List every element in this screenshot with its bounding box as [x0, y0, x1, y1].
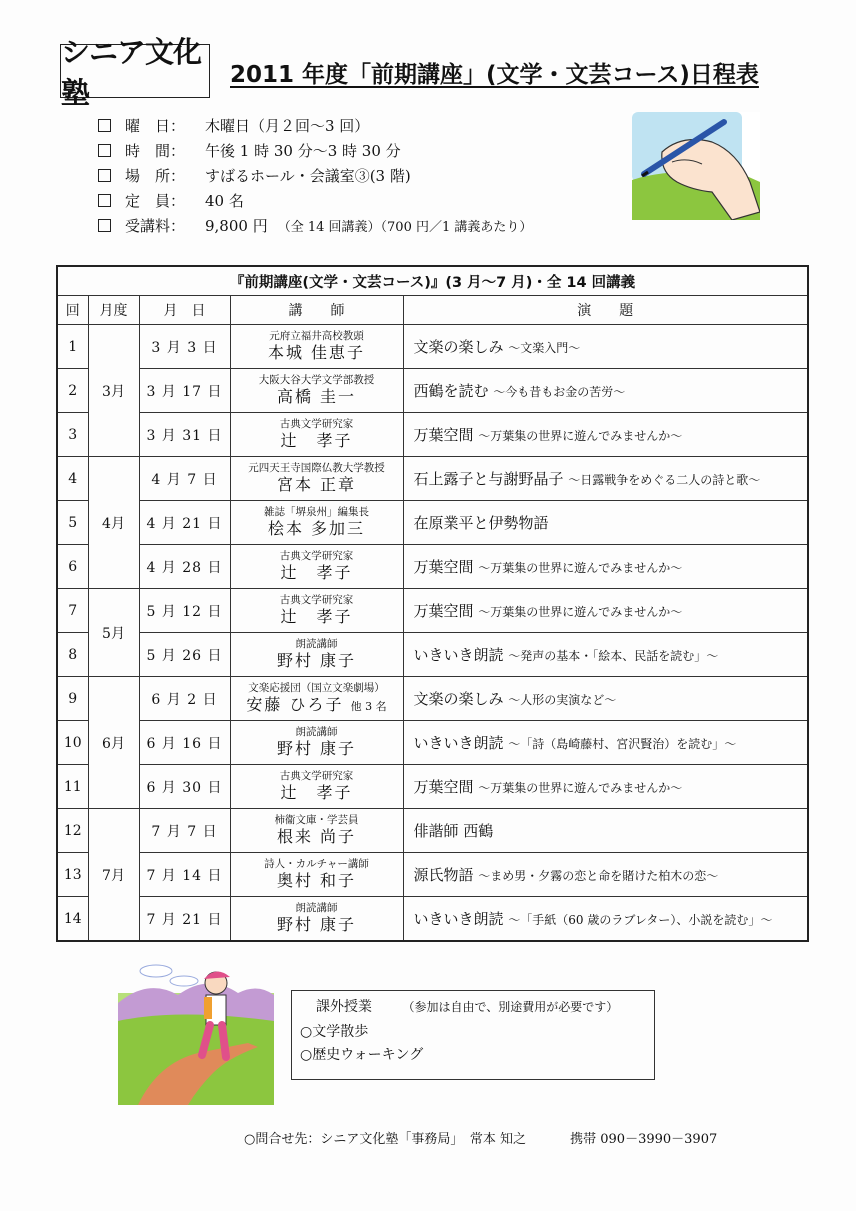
lecturer-affiliation: 大阪大谷大学文学部教授 — [258, 373, 375, 386]
lecturer-name-line — [231, 872, 403, 890]
header-no: 回 — [57, 296, 88, 325]
lecturer-name-line — [231, 608, 403, 626]
lecturer-affiliation: 朗読講師 — [295, 725, 338, 738]
cell-lecturer — [230, 853, 403, 897]
info-value: 木曜日（月２回～3 回） — [205, 117, 370, 135]
cell-date: 7 月 7 日 — [139, 809, 230, 853]
lecturer-name: 野村 康子 — [276, 651, 357, 671]
topic-title: 石上露子と与謝野晶子 — [413, 470, 564, 488]
cell-no: 12 — [57, 809, 88, 853]
lecturer-name-line — [231, 740, 403, 758]
topic-title: 西鶴を読む — [413, 382, 489, 400]
table-row — [57, 897, 808, 942]
lecturer-name: 野村 康子 — [276, 915, 357, 935]
cell-topic — [403, 721, 808, 765]
info-row-day — [98, 113, 532, 138]
info-row-place — [98, 163, 532, 188]
table-body — [57, 325, 808, 942]
checkbox-icon — [98, 194, 111, 207]
info-label: 曜 日： — [125, 117, 186, 135]
lecturer-name: 安藤 ひろ子 — [246, 695, 344, 715]
cell-month: 5月 — [88, 589, 139, 677]
table-row — [57, 325, 808, 369]
cell-no: 1 — [57, 325, 88, 369]
lecturer-affiliation: 古典文学研究家 — [279, 593, 354, 606]
cell-date: 5 月 12 日 — [139, 589, 230, 633]
walking-person-illustration — [118, 963, 274, 1105]
cell-lecturer — [230, 809, 403, 853]
cell-date: 3 月 17 日 — [139, 369, 230, 413]
cell-date: 3 月 3 日 — [139, 325, 230, 369]
extracurricular-item: ○歴史ウォーキング — [300, 1047, 424, 1063]
topic-title: いきいき朗読 — [413, 910, 504, 928]
topic-subtitle: ～まめ男・夕霧の恋と命を賭けた柏木の恋～ — [478, 869, 719, 883]
extracurricular-box — [291, 990, 655, 1080]
lecturer-name: 桧本 多加三 — [267, 519, 366, 539]
info-value: すばるホール・会議室③(3 階) — [205, 167, 411, 185]
cell-month: 6月 — [88, 677, 139, 809]
cell-lecturer — [230, 589, 403, 633]
info-row-time — [98, 138, 532, 163]
contact-text: ○問合せ先：シニア文化塾「事務局」 常本 知之 — [244, 1132, 526, 1147]
schedule-table — [56, 265, 809, 942]
checkbox-icon — [98, 219, 111, 232]
info-value: 午後 1 時 30 分～3 時 30 分 — [205, 142, 401, 160]
lecturer-name-line — [231, 828, 403, 846]
cell-no: 5 — [57, 501, 88, 545]
cell-month: 7月 — [88, 809, 139, 942]
topic-subtitle: ～万葉集の世界に遊んでみませんか～ — [478, 561, 683, 575]
contact-footer — [244, 1128, 717, 1147]
lecturer-name-line — [231, 564, 403, 582]
cell-date: 5 月 26 日 — [139, 633, 230, 677]
lecturer-name-line — [231, 344, 403, 362]
cell-no: 6 — [57, 545, 88, 589]
lecturer-name: 高橋 圭一 — [276, 387, 357, 407]
cell-topic — [403, 413, 808, 457]
info-label: 場 所： — [125, 167, 186, 185]
info-value: 40 名 — [205, 192, 244, 210]
cell-lecturer — [230, 413, 403, 457]
topic-title: いきいき朗読 — [413, 646, 504, 664]
cell-no: 14 — [57, 897, 88, 942]
topic-title: いきいき朗読 — [413, 734, 504, 752]
cell-date: 3 月 31 日 — [139, 413, 230, 457]
cell-no: 8 — [57, 633, 88, 677]
lecturer-name: 辻 孝子 — [280, 783, 353, 803]
table-row — [57, 765, 808, 809]
topic-title: 俳諧師 西鶴 — [413, 822, 494, 840]
topic-subtitle: ～日露戦争をめぐる二人の詩と歌～ — [568, 473, 761, 487]
cell-topic — [403, 457, 808, 501]
cell-date: 4 月 7 日 — [139, 457, 230, 501]
topic-title: 万葉空間 — [413, 426, 474, 444]
checkbox-icon — [98, 144, 111, 157]
cell-topic — [403, 369, 808, 413]
cell-topic — [403, 677, 808, 721]
cell-topic — [403, 633, 808, 677]
lecturer-affiliation: 古典文学研究家 — [279, 417, 354, 430]
cell-topic — [403, 545, 808, 589]
cell-no: 10 — [57, 721, 88, 765]
cell-date: 7 月 14 日 — [139, 853, 230, 897]
lecturer-extra: 他 3 名 — [350, 700, 387, 714]
lecturer-name-line — [231, 784, 403, 802]
topic-subtitle: ～「詩（島崎藤村、宮沢賢治）を読む」～ — [508, 737, 737, 751]
cell-no: 4 — [57, 457, 88, 501]
cell-lecturer — [230, 545, 403, 589]
topic-title: 文楽の楽しみ — [413, 338, 504, 356]
topic-title: 在原業平と伊勢物語 — [413, 514, 549, 532]
info-note: （全 14 回講義）（700 円／1 講義あたり） — [277, 220, 533, 235]
lecturer-affiliation: 文楽応援団（国立文楽劇場） — [248, 681, 385, 694]
cell-date: 4 月 28 日 — [139, 545, 230, 589]
lecturer-name: 野村 康子 — [276, 739, 357, 759]
logo-box: シニア文化塾 — [60, 44, 210, 98]
cell-lecturer — [230, 501, 403, 545]
topic-title: 万葉空間 — [413, 602, 474, 620]
cell-no: 2 — [57, 369, 88, 413]
lecturer-name-line — [231, 520, 403, 538]
lecturer-affiliation: 朗読講師 — [295, 637, 338, 650]
checkbox-icon — [98, 169, 111, 182]
lecturer-name-line — [231, 916, 403, 934]
cell-month: 4月 — [88, 457, 139, 589]
contact-phone: 携帯 090－3990－3907 — [570, 1132, 718, 1147]
header-topic: 演 題 — [403, 296, 808, 325]
lecturer-name-line — [231, 696, 403, 714]
cell-month: 3月 — [88, 325, 139, 457]
topic-title: 万葉空間 — [413, 778, 474, 796]
table-row — [57, 633, 808, 677]
cell-topic — [403, 589, 808, 633]
cell-no: 11 — [57, 765, 88, 809]
checkbox-icon — [98, 119, 111, 132]
cell-topic — [403, 501, 808, 545]
lecturer-name: 奥村 和子 — [276, 871, 357, 891]
topic-subtitle: ～万葉集の世界に遊んでみませんか～ — [478, 429, 683, 443]
lecturer-affiliation: 柿衞文庫・学芸員 — [274, 813, 359, 826]
table-row — [57, 721, 808, 765]
cell-no: 9 — [57, 677, 88, 721]
extracurricular-heading — [316, 996, 618, 1016]
cell-lecturer — [230, 897, 403, 942]
cell-topic — [403, 809, 808, 853]
cell-lecturer — [230, 325, 403, 369]
topic-subtitle: ～「手紙（60 歳のラブレター）、小説を読む」～ — [508, 913, 773, 927]
hand-writing-illustration — [632, 112, 760, 220]
table-row — [57, 809, 808, 853]
topic-title: 文楽の楽しみ — [413, 690, 504, 708]
table-caption: 『前期講座(文学・文芸コース)』(3 月～7 月)・全 14 回講義 — [57, 266, 808, 296]
lecturer-name-line — [231, 652, 403, 670]
lecturer-name-line — [231, 476, 403, 494]
cell-topic — [403, 765, 808, 809]
topic-title: 源氏物語 — [413, 866, 474, 884]
lecturer-name: 本城 佳恵子 — [267, 343, 366, 363]
lecturer-affiliation: 雑誌「堺泉州」編集長 — [264, 505, 369, 518]
lecturer-affiliation: 古典文学研究家 — [279, 769, 354, 782]
cell-topic — [403, 853, 808, 897]
info-label: 受講料： — [125, 217, 186, 235]
info-row-fee — [98, 213, 532, 238]
lecturer-name-line — [231, 388, 403, 406]
cell-no: 13 — [57, 853, 88, 897]
lecturer-affiliation: 元府立福井高校教頭 — [269, 329, 364, 342]
cell-date: 7 月 21 日 — [139, 897, 230, 942]
lecturer-name-line — [231, 432, 403, 450]
extracurricular-title: 課外授業 — [316, 999, 372, 1015]
cell-lecturer — [230, 457, 403, 501]
lecturer-name: 辻 孝子 — [280, 607, 353, 627]
topic-subtitle: ～文楽入門～ — [508, 341, 581, 355]
table-row — [57, 853, 808, 897]
extracurricular-note: （参加は自由で、別途費用が必要です） — [402, 1000, 619, 1014]
cell-lecturer — [230, 369, 403, 413]
cell-lecturer — [230, 721, 403, 765]
table-header — [57, 296, 808, 325]
lecturer-affiliation: 元四天王寺国際仏教大学教授 — [248, 461, 385, 474]
table-row — [57, 501, 808, 545]
info-row-capacity — [98, 188, 532, 213]
table-row — [57, 545, 808, 589]
cell-lecturer — [230, 765, 403, 809]
lecturer-name: 辻 孝子 — [280, 431, 353, 451]
topic-subtitle: ～万葉集の世界に遊んでみませんか～ — [478, 605, 683, 619]
lecturer-name: 根来 尚子 — [276, 827, 357, 847]
info-value: 9,800 円 — [205, 217, 268, 235]
topic-subtitle: ～今も昔もお金の苦労～ — [493, 385, 626, 399]
info-label: 時 間： — [125, 142, 186, 160]
table-row — [57, 369, 808, 413]
header-date: 月 日 — [139, 296, 230, 325]
cell-lecturer — [230, 633, 403, 677]
lecturer-affiliation: 朗読講師 — [295, 901, 338, 914]
header-lecturer: 講 師 — [230, 296, 403, 325]
topic-title: 万葉空間 — [413, 558, 474, 576]
header-month: 月度 — [88, 296, 139, 325]
cell-date: 4 月 21 日 — [139, 501, 230, 545]
page-title: 2011 年度「前期講座」(文学・文芸コース)日程表 — [230, 62, 759, 88]
lecturer-affiliation: 古典文学研究家 — [279, 549, 354, 562]
topic-subtitle: ～人形の実演など～ — [508, 693, 617, 707]
table-row — [57, 413, 808, 457]
table-row — [57, 677, 808, 721]
topic-subtitle: ～発声の基本・「絵本、民話を読む」～ — [508, 649, 719, 663]
cell-topic — [403, 897, 808, 942]
cell-no: 7 — [57, 589, 88, 633]
cell-date: 6 月 30 日 — [139, 765, 230, 809]
cell-lecturer — [230, 677, 403, 721]
info-label: 定 員： — [125, 192, 186, 210]
lecturer-name: 辻 孝子 — [280, 563, 353, 583]
table-row — [57, 589, 808, 633]
lecturer-name: 宮本 正章 — [276, 475, 357, 495]
cell-topic — [403, 325, 808, 369]
cell-date: 6 月 2 日 — [139, 677, 230, 721]
cell-date: 6 月 16 日 — [139, 721, 230, 765]
info-list — [98, 113, 532, 238]
lecturer-affiliation: 詩人・カルチャー講師 — [264, 857, 369, 870]
extracurricular-item: ○文学散歩 — [300, 1024, 369, 1040]
cell-no: 3 — [57, 413, 88, 457]
table-row — [57, 457, 808, 501]
topic-subtitle: ～万葉集の世界に遊んでみませんか～ — [478, 781, 683, 795]
